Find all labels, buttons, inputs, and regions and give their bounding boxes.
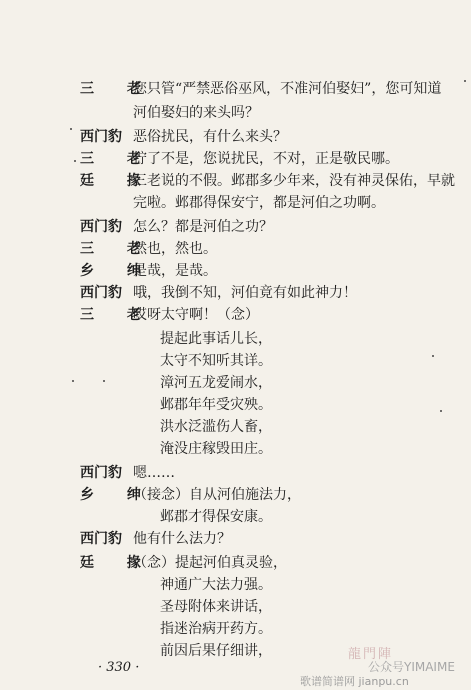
watermark-account: 公众号YIMAIME <box>368 660 455 674</box>
scan-speck <box>464 80 466 82</box>
dialogue-text: 怎么？都是河伯之功？ <box>133 219 273 235</box>
dialogue-text: 三老说的不假。邺郡多少年来，没有神灵保佑，早就 <box>133 173 455 189</box>
page-number: · 330 · <box>98 660 140 675</box>
dialogue-text: 然也，然也。 <box>133 241 217 257</box>
scan-speck <box>440 410 442 412</box>
speaker-label: 西门豹 <box>80 219 122 235</box>
dialogue-text: 他有什么法力？ <box>133 531 231 547</box>
speaker-label: 西门豹 <box>80 285 122 301</box>
scan-speck <box>74 160 76 162</box>
dialogue-text: 嗯…… <box>133 465 175 481</box>
dialogue-text: 完啦。邺郡得保安宁，都是河伯之功啊。 <box>133 195 385 211</box>
speaker-label: 三 老 <box>80 81 155 97</box>
speaker-label: 三 老 <box>80 151 155 167</box>
verse-line: 提起此事话儿长， <box>160 331 272 347</box>
dialogue-text: 是哉，是哉。 <box>133 263 217 279</box>
dialogue-text: 您只管“严禁恶俗巫风，不准河伯娶妇”，您可知道 <box>133 81 442 97</box>
dialogue-text: （念）提起河伯真灵验， <box>133 555 287 571</box>
dialogue-text: （接念）自从河伯施法力， <box>133 487 301 503</box>
speaker-label: 乡 绅 <box>80 487 155 503</box>
dialogue-text: 拧了不是，您说扰民，不对，正是敬民哪。 <box>133 151 399 167</box>
speaker-label: 廷 掾 <box>80 173 155 189</box>
verse-line: 前因后果仔细讲， <box>160 643 272 659</box>
verse-line: 淹没庄稼毁田庄。 <box>160 441 272 457</box>
verse-line: 漳河五龙爱闹水， <box>160 375 272 391</box>
speaker-label: 西门豹 <box>80 531 122 547</box>
speaker-label: 西门豹 <box>80 465 122 481</box>
scan-speck <box>70 128 72 130</box>
verse-line: 洪水泛滥伤人畜， <box>160 419 272 435</box>
verse-line: 邺郡才得保安康。 <box>160 509 272 525</box>
watermark-site: 歌谱简谱网 jianpu.cn <box>300 675 409 688</box>
scan-speck <box>432 355 434 357</box>
speaker-label: 乡 绅 <box>80 263 155 279</box>
scan-speck <box>72 380 74 382</box>
verse-line: 圣母附体来讲话， <box>160 599 272 615</box>
speaker-label: 廷 掾 <box>80 555 155 571</box>
verse-line: 指迷治病开药方。 <box>160 621 272 637</box>
dialogue-text: 哦，我倒不知，河伯竟有如此神力！ <box>133 285 357 301</box>
verse-line: 神通广大法力强。 <box>160 577 272 593</box>
dialogue-text: 恶俗扰民，有什么来头？ <box>133 129 287 145</box>
speaker-label: 三 老 <box>80 241 155 257</box>
speaker-label: 西门豹 <box>80 129 122 145</box>
scan-speck <box>103 380 105 382</box>
dialogue-text: 河伯娶妇的来头吗？ <box>133 105 259 121</box>
watermark-logo: 龍門陣 <box>348 647 394 662</box>
verse-line: 邺郡年年受灾殃。 <box>160 397 272 413</box>
dialogue-text: 哎呀太守啊！（念） <box>133 307 259 323</box>
speaker-label: 三 老 <box>80 307 155 323</box>
verse-line: 太守不知听其详。 <box>160 353 272 369</box>
